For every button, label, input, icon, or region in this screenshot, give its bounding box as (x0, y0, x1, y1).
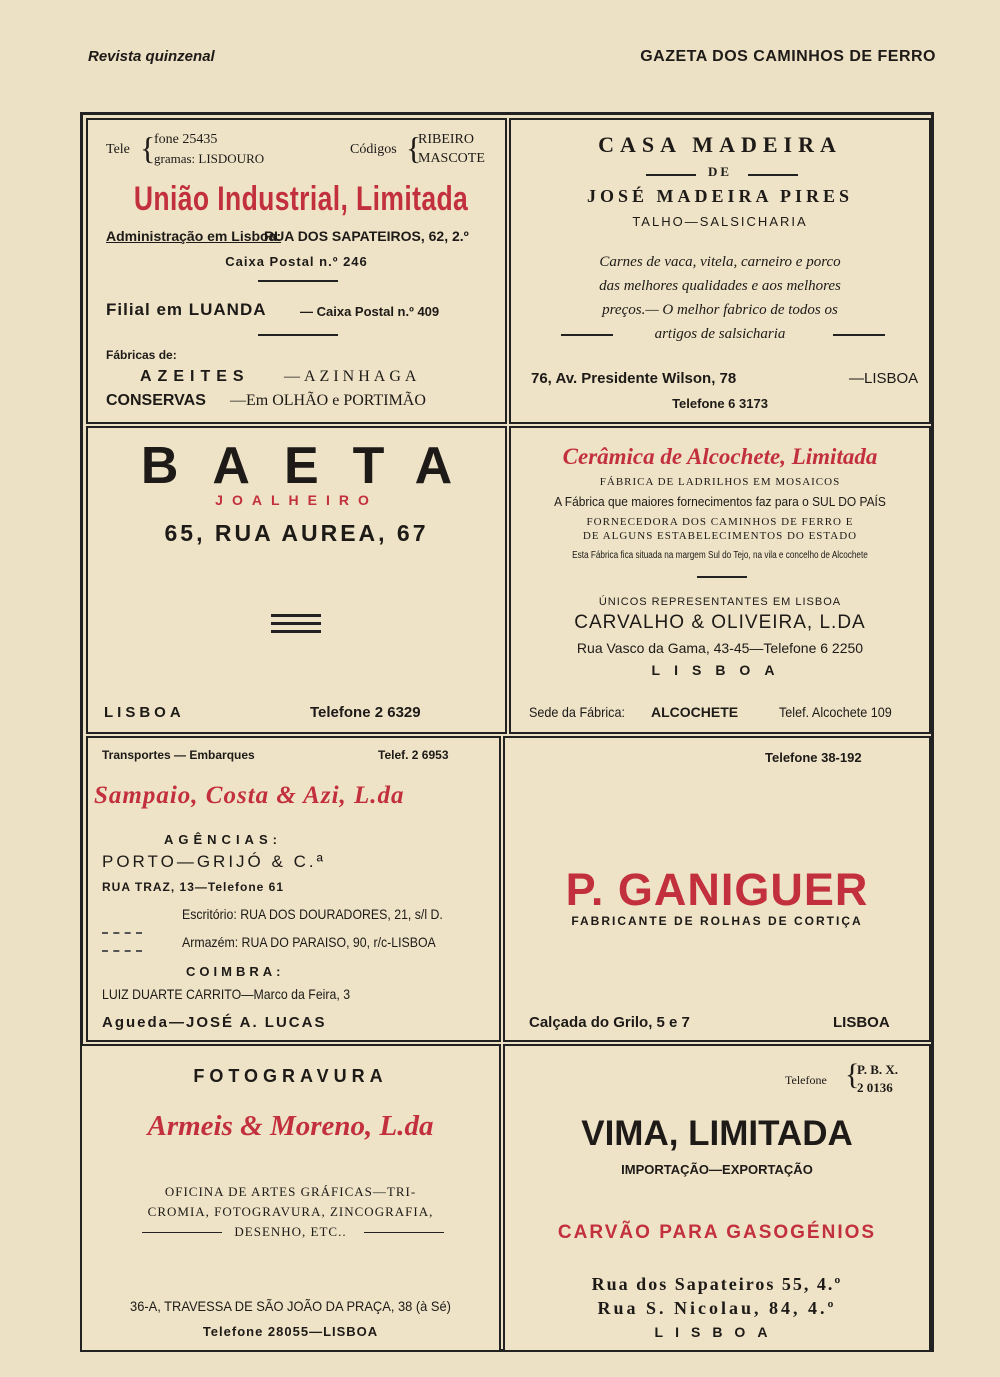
company-name: Sampaio, Costa & Azi, L.da (94, 782, 405, 809)
code-ribeiro: RIBEIRO (418, 132, 474, 147)
escritorio: Escritório: RUA DOS DOURADORES, 21, s/l D. (182, 906, 443, 922)
phone: Telefone 2 6329 (310, 704, 421, 721)
desc-line-3: preços.— O melhor fabrico de todos os (602, 302, 838, 318)
claim: A Fábrica que maiores fornecimentos faz para o SUL DO PAÍS (554, 494, 886, 509)
tele-gramas: gramas: LISDOURO (154, 151, 265, 166)
address-1: Rua dos Sapateiros 55, 4.º (591, 1274, 843, 1294)
reps-name: CARVALHO & OLIVEIRA, L.DA (574, 612, 866, 633)
porto-address: RUA TRAZ, 13—Telefone 61 (102, 880, 285, 894)
baeta-name: BAETA (140, 437, 487, 495)
desc-line-2: CROMIA, FOTOGRAVURA, ZINCOGRAFIA, (147, 1204, 434, 1219)
company-name: Armeis & Moreno, L.da (147, 1110, 434, 1142)
divider (364, 1232, 444, 1233)
ad-vima-limitada (503, 1044, 931, 1352)
agueda: Agueda—JOSÉ A. LUCAS (102, 1014, 327, 1031)
divider (258, 280, 338, 282)
casa-madeira-title: CASA MADEIRA (598, 132, 842, 157)
ornament-line (271, 622, 321, 625)
running-head-right: GAZETA DOS CAMINHOS DE FERRO (640, 48, 936, 65)
ad-baeta (86, 426, 507, 734)
admin-label: Administração em Lisboa: (106, 228, 282, 244)
address: Calçada do Grilo, 5 e 7 (529, 1014, 690, 1031)
divider (697, 576, 747, 578)
reps-city: LISBOA (651, 662, 789, 678)
envelope-icon (102, 932, 142, 952)
telef: Telef. 2 6953 (378, 748, 449, 762)
joalheiro: JOALHEIRO (215, 492, 378, 508)
fabricas-label: Fábricas de: (106, 348, 177, 362)
de-label: DE (707, 164, 733, 179)
filial-label: Filial em LUANDA (106, 300, 267, 319)
ad-ceramica-alcochete (509, 426, 931, 734)
azeites-location: —AZINHAGA (284, 368, 421, 385)
company-name: VIMA, LIMITADA (581, 1114, 853, 1153)
phone: Telefone 38-192 (765, 750, 862, 765)
code-mascote: MASCOTE (418, 151, 485, 166)
ad-armeis-moreno (80, 1044, 501, 1352)
company-name: Cerâmica de Alcochete, Limitada (562, 444, 878, 469)
azeites: AZEITES (140, 368, 250, 385)
location-note: Esta Fábrica fica situada na margem Sul do Tejo, na vila e concelho de Alcochete (572, 550, 868, 561)
reps-label: ÚNICOS REPRESENTANTES EM LISBOA (598, 596, 842, 608)
reps-address: Rua Vasco da Gama, 43-45—Telefone 6 2250 (576, 640, 864, 656)
phone: Telefone 28055—LISBOA (202, 1324, 379, 1339)
codigos-label: Códigos (350, 142, 397, 157)
desc-line-3: DESENHO, ETC.. (234, 1224, 347, 1239)
transportes: Transportes — Embarques (102, 748, 255, 762)
caixa-postal: Caixa Postal n.º 246 (225, 254, 368, 269)
ornament-line (271, 630, 321, 633)
desc-line-4: artigos de salsicharia (654, 326, 786, 342)
owner-name: JOSÉ MADEIRA PIRES (586, 186, 854, 206)
product: CARVÃO PARA GASOGÉNIOS (557, 1222, 877, 1243)
sede-place: ALCOCHETE (651, 704, 739, 720)
ornament-line (271, 614, 321, 617)
supplier-line-2: DE ALGUNS ESTABELECIMENTOS DO ESTADO (582, 530, 858, 542)
supplier-line-1: FORNECEDORA DOS CAMINHOS DE FERRO E (586, 516, 854, 528)
desc-line-2: das melhores qualidades e aos melhores (599, 278, 841, 294)
ad-sampaio-costa-azi (86, 736, 501, 1042)
brace-right: { (406, 130, 422, 166)
address: 36-A, TRAVESSA DE SÃO JOÃO DA PRAÇA, 38 (à Sé) (130, 1298, 451, 1314)
divider (258, 334, 338, 336)
city: LISBOA (833, 1014, 890, 1031)
pbx: P. B. X. (857, 1062, 899, 1077)
talho-salsicharia: TALHO—SALSICHARIA (632, 214, 808, 229)
sede-phone: Telef. Alcochete 109 (779, 704, 892, 720)
subtitle: IMPORTAÇÃO—EXPORTAÇÃO (621, 1162, 813, 1177)
conservas: CONSERVAS (106, 392, 206, 409)
city: LISBOA (104, 704, 185, 721)
address: 76, Av. Presidente Wilson, 78 (531, 370, 737, 387)
divider (748, 174, 798, 176)
coimbra-label: COIMBRA: (186, 964, 285, 979)
fotogravura: FOTOGRAVURA (193, 1066, 388, 1086)
telefone-label: Telefone (785, 1073, 827, 1087)
ad-casa-madeira (509, 118, 931, 424)
divider (833, 334, 885, 336)
fabrica-ladrilhos: FÁBRICA DE LADRILHOS EM MOSAICOS (599, 476, 841, 488)
armazem: Armazém: RUA DO PARAISO, 90, r/c-LISBOA (182, 934, 436, 950)
agencias-label: AGÊNCIAS: (164, 832, 282, 847)
admin-address: RUA DOS SAPATEIROS, 62, 2.º (264, 228, 469, 244)
ad-uniao-industrial (86, 118, 507, 424)
company-name: União Industrial, Limitada (133, 180, 469, 218)
tele-label: Tele (106, 142, 130, 157)
sede-label: Sede da Fábrica: (529, 704, 625, 720)
brace: { (845, 1058, 860, 1091)
subtitle: FABRICANTE DE ROLHAS DE CORTIÇA (571, 914, 863, 928)
running-head-left: Revista quinzenal (88, 48, 215, 65)
desc-line-1: Carnes de vaca, vitela, carneiro e porco (599, 254, 841, 270)
city: —LISBOA (849, 370, 919, 387)
coimbra-address: LUIZ DUARTE CARRITO—Marco da Feira, 3 (102, 986, 351, 1002)
ad-p-ganiguer (503, 736, 931, 1042)
conservas-location: —Em OLHÃO e PORTIMÃO (230, 392, 426, 409)
tele-fone: fone 25435 (154, 132, 218, 147)
porto-agency: PORTO—GRIJÓ & C.ª (102, 852, 326, 871)
address: 65, RUA AUREA, 67 (164, 520, 429, 546)
brace-left: { (140, 130, 156, 166)
city: LISBOA (654, 1324, 780, 1340)
address-2: Rua S. Nicolau, 84, 4.º (597, 1298, 837, 1318)
desc-line-1: OFICINA DE ARTES GRÁFICAS—TRI- (164, 1184, 417, 1199)
company-name: P. GANIGUER (565, 864, 869, 915)
phone: Telefone 6 3173 (672, 396, 768, 411)
filial-caixa: — Caixa Postal n.º 409 (300, 304, 440, 319)
pbx-number: 2 0136 (857, 1080, 893, 1095)
